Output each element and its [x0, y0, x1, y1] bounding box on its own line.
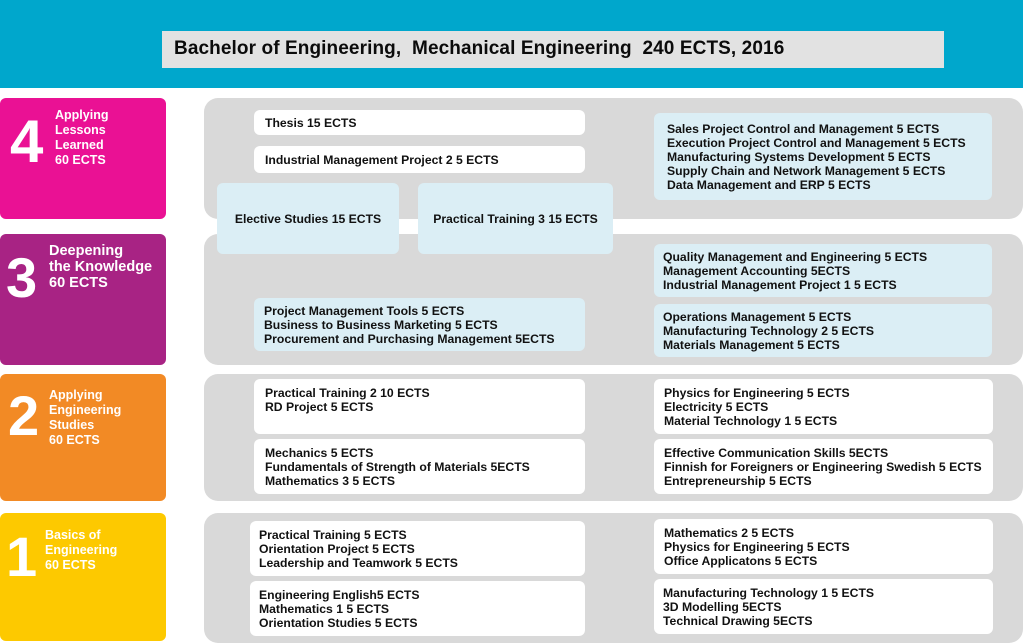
level-3-label: Deepening the Knowledge 60 ECTS	[49, 243, 153, 291]
course-box-practical-training-3: Practical Training 3 15 ECTS	[418, 183, 613, 254]
level-4-number: 4	[10, 108, 44, 175]
course-box-physics-for-engineering: Physics for Engineering 5 ECTS Electricity 5 ECTS Material Technology 1 5 ECTS	[654, 379, 993, 434]
course-box-manufacturing-technology-1: Manufacturing Technology 1 5 ECTS 3D Modelling 5ECTS Technical Drawing 5ECTS	[654, 579, 993, 634]
level-1-label: Basics of Engineering 60 ECTS	[45, 528, 118, 572]
level-1-block	[0, 513, 166, 641]
course-box-mathematics-2: Mathematics 2 5 ECTS Physics for Engineering 5 ECTS Office Applicatons 5 ECTS	[654, 519, 993, 574]
level-2-number: 2	[8, 384, 40, 447]
page-title: Bachelor of Engineering, Mechanical Engineering 240 ECTS, 2016	[174, 38, 785, 59]
level-1-number: 1	[6, 525, 38, 588]
course-box-elective-studies: Elective Studies 15 ECTS	[217, 183, 399, 254]
course-box-practical-training-1: Practical Training 5 ECTS Orientation Project 5 ECTS Leadership and Teamwork 5 ECTS	[250, 521, 585, 576]
level-3-number: 3	[6, 246, 38, 309]
level-3-block	[0, 234, 166, 365]
course-box-thesis: Thesis 15 ECTS	[254, 110, 585, 135]
level-2-block	[0, 374, 166, 501]
course-box-quality-management: Quality Management and Engineering 5 ECTS Management Accounting 5ECTS Industrial Management Project 1 5 ECTS	[654, 244, 992, 297]
level-4-label: Applying Lessons Learned 60 ECTS	[55, 108, 109, 167]
course-box-level-4-electives: Sales Project Control and Management 5 ECTS Execution Project Control and Management 5 ECTS Manufacturing Systems Development 5 ECTS Supply Chain and Network Management 5 ECTS Data Management and ERP 5 ECTS	[654, 113, 992, 200]
course-box-industrial-management-project-2: Industrial Management Project 2 5 ECTS	[254, 146, 585, 173]
header-bar	[0, 0, 1023, 88]
level-2-label: Applying Engineering Studies 60 ECTS	[49, 388, 122, 447]
course-box-mechanics: Mechanics 5 ECTS Fundamentals of Strength of Materials 5ECTS Mathematics 3 5 ECTS	[254, 439, 585, 494]
course-box-operations-management: Operations Management 5 ECTS Manufacturing Technology 2 5 ECTS Materials Management 5 ECTS	[654, 304, 992, 357]
title-box	[162, 31, 944, 68]
level-4-block	[0, 98, 166, 219]
course-box-project-management-tools: Project Management Tools 5 ECTS Business to Business Marketing 5 ECTS Procurement and Purchasing Management 5ECTS	[254, 298, 585, 351]
course-box-engineering-english: Engineering English5 ECTS Mathematics 1 5 ECTS Orientation Studies 5 ECTS	[250, 581, 585, 636]
course-box-practical-training-2: Practical Training 2 10 ECTS RD Project 5 ECTS	[254, 379, 585, 434]
course-box-effective-communication: Effective Communication Skills 5ECTS Finnish for Foreigners or Engineering Swedish 5 ECTS Entrepreneurship 5 ECTS	[654, 439, 993, 494]
